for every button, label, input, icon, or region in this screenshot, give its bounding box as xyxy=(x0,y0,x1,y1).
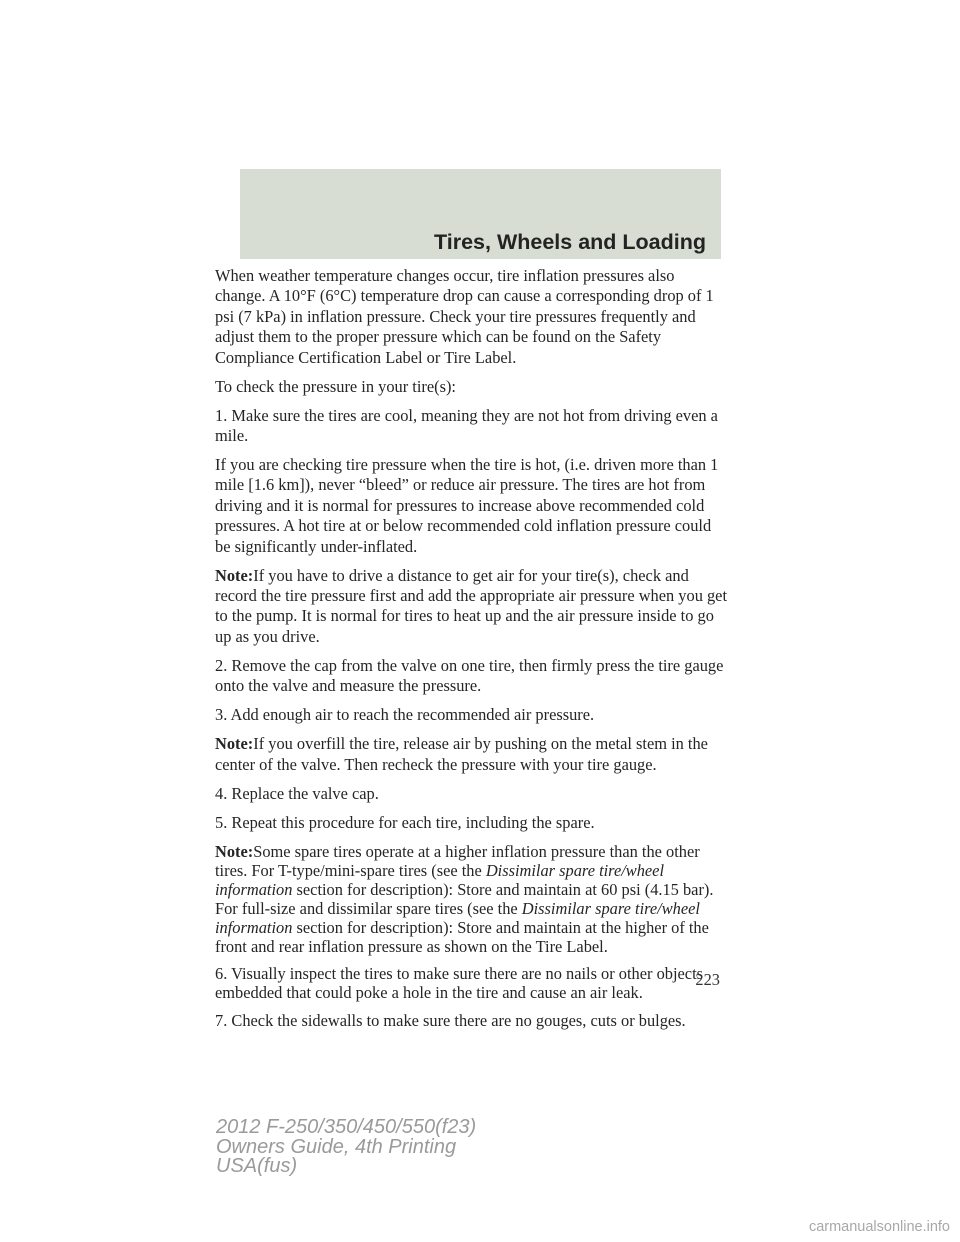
paragraph-check-intro: To check the pressure in your tire(s): xyxy=(215,376,456,396)
note-drive-distance xyxy=(215,566,727,648)
paragraph-temperature: When weather temperature changes occur, tire inflation pressures also change. A 10°F (6°C) temperature drop can cause a corresponding drop of 1 psi (7 kPa) in inflation pressure. Check your tire pressures frequently and adjust them to the proper pressure which can be found on the Safety Compliance Certification Label or Tire Label. xyxy=(215,266,714,367)
note-label: Note: xyxy=(215,734,254,754)
note-text: section for description): Store and maintain at 60 psi (4.15 bar). For full-size and dissimilar spare tires (see the xyxy=(215,879,714,918)
page-body xyxy=(215,266,727,1040)
footer-model-code: (f23) xyxy=(435,1116,477,1138)
section-title: Tires, Wheels and Loading xyxy=(434,230,706,254)
watermark: carmanualsonline.info xyxy=(808,1219,950,1235)
note-label: Note: xyxy=(215,565,254,585)
footer-model-line xyxy=(216,1118,476,1138)
section-reference: Dissimilar spare tire/wheel information xyxy=(215,898,700,937)
step-7: 7. Check the sidewalls to make sure there are no gouges, cuts or bulges. xyxy=(215,1010,686,1030)
footer-region-line xyxy=(216,1157,476,1177)
paragraph-hot-tire: If you are checking tire pressure when the tire is hot, (i.e. driven more than 1 mile [1.6 km]), never “bleed” or reduce air pressure. The tires are hot from driving and it is normal for pressures to increase above recommended cold pressures. A hot tire at or below recommended cold inflation pressure could be significantly under-inflated. xyxy=(215,455,719,556)
step-2: 2. Remove the cap from the valve on one tire, then firmly press the tire gauge onto the valve and measure the pressure. xyxy=(215,655,724,696)
footer-region: USA xyxy=(216,1155,258,1177)
footer-region-code: (fus) xyxy=(257,1155,298,1177)
note-text: If you overfill the tire, release air by pushing on the metal stem in the center of the valve. Then recheck the pressure with your tire gauge. xyxy=(215,734,708,774)
note-overfill xyxy=(215,734,727,775)
step-4: 4. Replace the valve cap. xyxy=(215,783,379,803)
document-footer xyxy=(216,1118,476,1177)
note-text: If you have to drive a distance to get air for your tire(s), check and record the tire pressure first and add the appropriate air pressure when you get to the pump. It is normal for tires to heat up and the air pressure inside to go up as you drive. xyxy=(215,565,728,646)
note-text: Some spare tires operate at a higher inflation pressure than the other tires. For T-type/mini-spare tires (see the xyxy=(215,841,700,880)
step-6: 6. Visually inspect the tires to make sure there are no nails or other objects embedded that could poke a hole in the tire and cause an air leak. xyxy=(215,964,704,1003)
section-header xyxy=(240,169,721,259)
note-label: Note: xyxy=(215,841,254,861)
step-5: 5. Repeat this procedure for each tire, including the spare. xyxy=(215,812,595,832)
step-1: 1. Make sure the tires are cool, meaning they are not hot from driving even a mile. xyxy=(215,405,718,446)
footer-guide: Owners Guide, 4th Printing xyxy=(216,1135,457,1158)
note-spare-tires xyxy=(215,842,727,956)
note-text: section for description): Store and maintain at the higher of the front and rear inflation pressure as shown on the Tire Label. xyxy=(215,917,709,956)
footer-model: 2012 F-250/350/450/550 xyxy=(216,1116,436,1138)
step-3: 3. Add enough air to reach the recommended air pressure. xyxy=(215,705,595,725)
page-number: 223 xyxy=(695,970,720,989)
section-reference: Dissimilar spare tire/wheel information xyxy=(215,860,665,899)
